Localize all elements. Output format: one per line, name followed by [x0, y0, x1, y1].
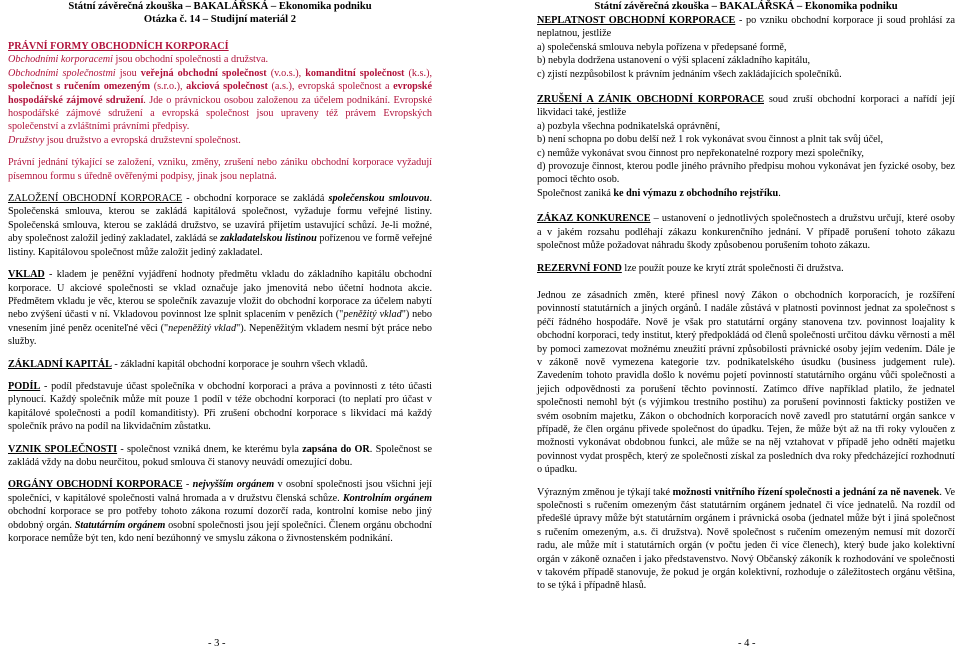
paragraph-dissolution: ZRUŠENÍ A ZÁNIK OBCHODNÍ KORPORACE soud zruší obchodní korporaci a nařídí její likvidaci také, jestliže a) pozbyla všechna podnikatelská oprávnění, b) není schopna po dobu delší než 1 rok vykonávat svou činnost a plnit tak svůj účel, c) nemůže vykonávat svou činnost pro nepřekonatelné rozpory mezi společníky, d) provozuje činnost, kterou podle jiného právního předpisu mohou vykonávat jen fyzické osoby, bez pomoci těchto osob. Společnost zaniká ke dni výmazu z obchodního rejstříku. — [537, 94, 955, 199]
paragraph-forms: Obchodními korporacemi jsou obchodní společnosti a družstva. Obchodními společnostmi jsou veřejná obchodní společnost (v.o.s.), komanditní společnost (k.s.), společnost s ručením omezeným (s.r.o.), akciová společnost (a.s.), evropská společnost a evropské hospodářské zájmové sdružení. Jde o právnickou osobou založenou za účelem podnikání. Evropské hospodářské zájmové sdružení a evropská společnost jsou upraveny též právem Evropských společenství a zvláštními právními předpisy. Družstvy jsou družstvo a evropská družstevní společnost. — [8, 54, 433, 146]
paragraph-origin: VZNIK SPOLEČNOSTI - společnost vzniká dnem, ke kterému byla zapsána do OR. Společnost se zakládá vždy na dobu neurčitou, pokud smlouva či stanovy neuvádí omezující dobu. — [8, 443, 432, 468]
left-page — [8, 0, 432, 554]
paragraph-deposit: VKLAD - kladem je peněžní vyjádření hodnoty předmětu vkladu do základního kapitálu obchodní korporace. U akciové společnosti se vklad označuje jako jmenovitá nebo účetní hodnota akcie. Předmětem vkladu je věc, kterou se společník zavazuje vložit do obchodní korporace za účelem nabytí nebo zvýšení účasti v ní. Vkladovou povinnost lze splnit splacením v penězích ("peněžitý vklad") nebo vnesením jiné peněz oceniteľné věci ("nepeněžitý vklad"). Nepeněžitým vkladem nesmí být práce nebo služby. — [8, 269, 432, 348]
paragraph-share: PODÍL - podíl představuje účast společníka v obchodní korporaci a práva a povinnosti z této účasti plynoucí. Každý společník může mít pouze 1 podíl v téže obchodní korporaci (to neplatí pro účast v kapitálové společnosti a podíl komanditisty). Při zrušení obchodní korporace s likvidací má každý společník právo na podíl na likvidačním zůstatku. — [8, 380, 432, 433]
right-page — [537, 0, 955, 602]
page-number-right: - 4 - — [738, 638, 756, 649]
right-header: Státní závěrečná zkouška – BAKALÁŘSKÁ – Ekonomika podniku — [594, 1, 898, 12]
left-header-line2: Otázka č. 14 – Studijní materiál 2 — [143, 14, 297, 25]
section-title: PRÁVNÍ FORMY OBCHODNÍCH KORPORACÍ — [8, 41, 229, 52]
paragraph-bodies: ORGÁNY OBCHODNÍ KORPORACE - nejvyšším orgánem v osobní společnosti jsou všichni její společníci, v kapitálové společnosti valná hromada a v družstvu členská schůze. Kontrolním orgánem obchodní korporace se pro potřeby tohoto zákona rozumí dozorčí rada, kontrolní komise nebo jiný obdobný orgán. Statutárním orgánem osobní společnosti jsou její společníci. Členem orgánu obchodní korporace nemůže být ten, kdo není bezúhonný ve smyslu zákona o živnostenském podnikání. — [8, 479, 433, 544]
paragraph-founding: ZALOŽENÍ OBCHODNÍ KORPORACE - obchodní korporace se zakládá společenskou smlouvou. Společenská smlouva, kterou se zakládá kapitálová společnost, vyžaduje formu veřejné listiny. Společenská smlouva, kterou se zakládá družstvo, se uzavírá přijetím ustavující schůzí. Je-li možné, aby společnost založil jediný zakladatel, zakládá se zakladatelskou listinou pořízenou ve formě veřejné listiny. Kapitálovou společnost může založit jediný zakladatel. — [8, 193, 433, 258]
paragraph-reserve-fund: REZERVNÍ FOND lze použít pouze ke krytí ztrát společnosti či družstva. — [537, 262, 844, 274]
paragraph-competition: ZÁKAZ KONKURENCE – ustanovení o jednotlivých společnostech a družstvu určují, které osoby a v jakém rozsahu podléhají zákazu konkurenčního jednání. V případě porušení tohoto zákazu společnost může požadovat náhradu škody způsobenou porušením tohoto zákazu. — [537, 213, 955, 252]
left-header-line1: Státní závěrečná zkouška – BAKALÁŘSKÁ – Ekonomika podniku — [68, 1, 372, 12]
paragraph-capital: ZÁKLADNÍ KAPITÁL - základní kapitál obchodní korporace je souhrn všech vkladů. — [8, 358, 368, 370]
paragraph-legal-acts: Právní jednání týkající se založení, vzniku, změny, zrušení nebo zániku obchodní korporace vyžadují písemnou formu s úředně ověřenými podpisy, jinak jsou neplatná. — [8, 157, 432, 182]
paragraph-management: Výrazným změnou je týkají také možnosti vnitřního řízení společnosti a jednání za ně navenek. Ve společnosti s ručením omezeným část statutárním orgánem jednatel či více jednatelů. Na rozdíl od předešlé úpravy může být statutárním orgánem i právnická osoba (jednatel může být i jiná společnost s ručením omezeným, a.s. či družstva). Nově společnost s ručením omezeným nemusí mít dozorčí radu, ale může mít i statutárních orgán (v počtu jeden či více členech), který bude jako kolektivní orgán v zákoně označen i jako představenstvo. Nový Občanský zákoník k rozhodování ve společnosti v takovém případě stanovuje, že pokud je orgán kolektivní, rozhoduje o záležitostech orgánu většina, to se týká i případně hlasů. — [537, 486, 955, 592]
paragraph-invalidity: NEPLATNOST OBCHODNÍ KORPORACE - po vzniku obchodní korporace ji soud prohlásí za neplatnou, jestliže a) společenská smlouva nebyla pořízena v předepsané formě, b) nebyla dodržena ustanovení o výši splacení základního kapitálu, c) zjistí nezpůsobilost k právním jednáním všech zakládajících společníků. — [537, 15, 955, 80]
paragraph-duties: Jednou ze zásadních změn, které přinesl nový Zákon o obchodních korporacích, je rozšíření povinností statutárních a jiných orgánů. I nadále zůstává v platnosti povinnost jednat za společnost s péčí řádného hospodáře. Nově je však pro statutární orgány stanovena tzv. povinnost loajality k obchodní korporaci, tedy institut, který předpokládá od členů společnosti určitou dávku věrnosti a měl by pomoci zamezovat možnému zneužití právní způsobilosti právnické osoby jejím vedením. Dále je v zákoně nově vymezena kategorie tzv. podnikatelského úsudku (business judgement rule). Zavedením tohoto pravidla došlo k novému pojetí povinností statutárního orgánu vůči společnosti a jejich odpovědnosti za porušení těchto povinností. Zatímco dříve například platilo, že jednatel společnosti nemohl být (s výjimkou trestního postihu) za porušení povinnosti fakticky postižen ve svém osobním majetku, Zákon o obchodních korporacích nově zavedl pro statutární orgán sankce v případě, že člen orgánu přivede společnost do úpadku. Tejen, že může být až na tři roky vyloučen z možnosti vykonávat obdobnou funkci, ale může se na něj vztahovat v případě jeho odnětí majetku povinnost vydat prospěch, který ze společnosti získal za posledních dva roky předcházející rozhodnutí o úpadku. — [537, 289, 955, 476]
page-number-left: - 3 - — [208, 638, 226, 649]
